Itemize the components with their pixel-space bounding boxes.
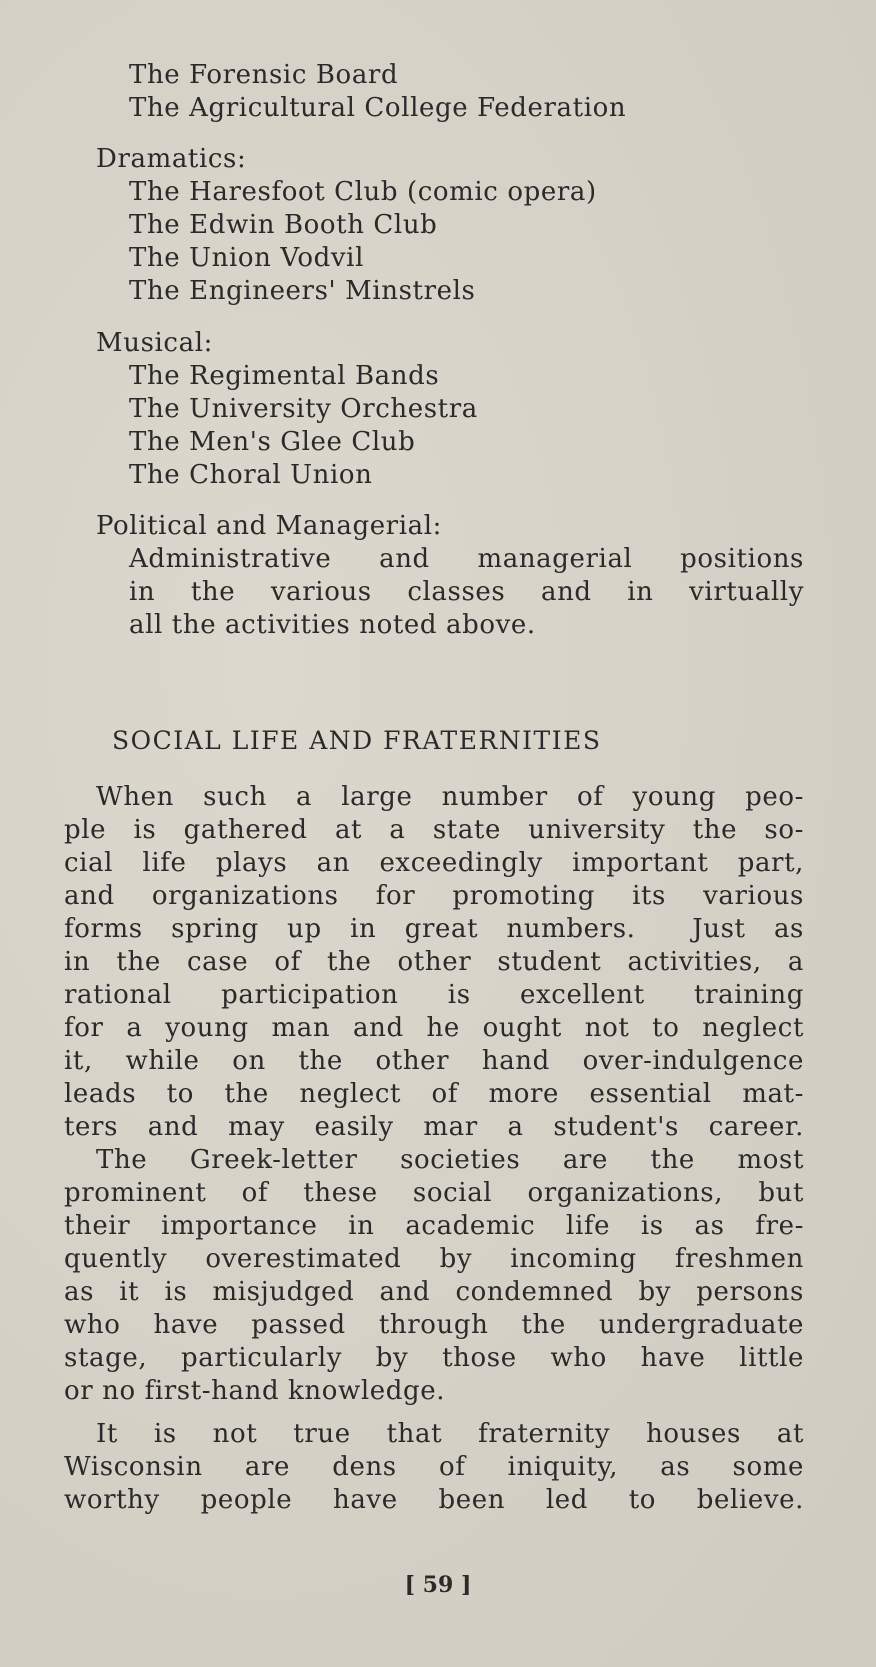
list-item: The Forensic Board bbox=[129, 60, 399, 90]
list-item: The Engineers' Minstrels bbox=[129, 276, 476, 306]
paragraph-line: Wisconsin are dens of iniquity, as some bbox=[64, 1452, 804, 1482]
page-number: [ 59 ] bbox=[404, 1572, 472, 1598]
paragraph-line: leads to the neglect of more essential mat- bbox=[64, 1079, 804, 1109]
list-item: The Men's Glee Club bbox=[129, 427, 416, 457]
paragraph-line: as it is misjudged and condemned by persons bbox=[64, 1277, 804, 1307]
list-item: The University Orchestra bbox=[129, 394, 478, 424]
paragraph-line: quently overestimated by incoming freshmen bbox=[64, 1244, 804, 1274]
paragraph-line: or no first-hand knowledge. bbox=[64, 1376, 446, 1406]
paragraph-line: ters and may easily mar a student's career. bbox=[64, 1112, 804, 1142]
paragraph-line: worthy people have been led to believe. bbox=[64, 1485, 804, 1515]
paragraph-line: their importance in academic life is as fre- bbox=[64, 1211, 804, 1241]
paragraph-line: forms spring up in great numbers. Just as bbox=[64, 914, 804, 944]
section-title: SOCIAL LIFE AND FRATERNITIES bbox=[112, 726, 602, 755]
paragraph-line: cial life plays an exceedingly important part, bbox=[64, 848, 804, 878]
paragraph-line: in the case of the other student activities, a bbox=[64, 947, 804, 977]
paragraph-line: ple is gathered at a state university the so- bbox=[64, 815, 804, 845]
paragraph-line: rational participation is excellent training bbox=[64, 980, 804, 1010]
category-heading-musical: Musical: bbox=[96, 328, 213, 358]
paragraph-line: stage, particularly by those who have little bbox=[64, 1343, 804, 1373]
list-item: The Regimental Bands bbox=[129, 361, 440, 391]
list-item: The Agricultural College Federation bbox=[129, 93, 627, 123]
category-heading-dramatics: Dramatics: bbox=[96, 144, 247, 174]
paragraph-line: it, while on the other hand over-indulgence bbox=[64, 1046, 804, 1076]
political-line: all the activities noted above. bbox=[129, 610, 536, 640]
paragraph-line: who have passed through the undergraduate bbox=[64, 1310, 804, 1340]
category-heading-political: Political and Managerial: bbox=[96, 511, 443, 541]
political-line: in the various classes and in virtually bbox=[129, 577, 804, 607]
list-item: The Choral Union bbox=[129, 460, 373, 490]
list-item: The Edwin Booth Club bbox=[129, 210, 438, 240]
paragraph-line: It is not true that fraternity houses at bbox=[96, 1419, 804, 1449]
paragraph-line: The Greek-letter societies are the most bbox=[96, 1145, 804, 1175]
paragraph-line: for a young man and he ought not to neglect bbox=[64, 1013, 804, 1043]
political-line: Administrative and managerial positions bbox=[129, 544, 804, 574]
list-item: The Union Vodvil bbox=[129, 243, 364, 273]
paragraph-line: prominent of these social organizations, but bbox=[64, 1178, 804, 1208]
list-item: The Haresfoot Club (comic opera) bbox=[129, 177, 597, 207]
paragraph-line: When such a large number of young peo- bbox=[96, 782, 804, 812]
paragraph-line: and organizations for promoting its various bbox=[64, 881, 804, 911]
